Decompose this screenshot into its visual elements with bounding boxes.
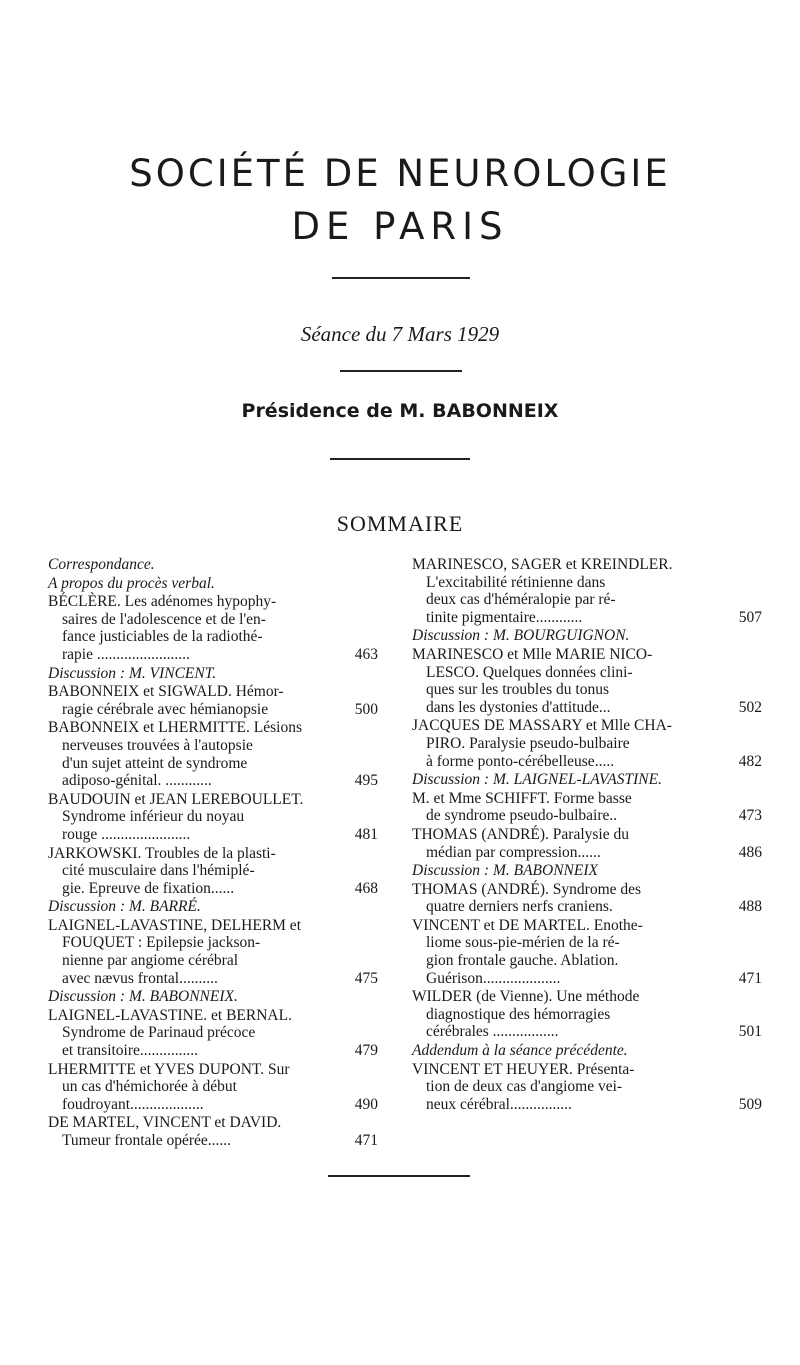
sommaire-entry <box>48 791 378 844</box>
entry-line: WILDER (de Vienne). Une méthode <box>412 988 640 1006</box>
entry-line: Discussion : M. BOURGUIGNON. <box>412 627 630 645</box>
entry-text <box>412 826 762 861</box>
sommaire-entry <box>412 988 762 1041</box>
entry-line: Discussion : M. LAIGNEL-LAVASTINE. <box>412 771 662 789</box>
sommaire-entry <box>412 826 762 861</box>
entry-line: liome sous-pie-mérien de la ré- <box>426 934 620 952</box>
entry-text <box>412 790 762 825</box>
sommaire-entry <box>412 917 762 987</box>
entry-line: nienne par angiome cérébral <box>62 952 239 970</box>
entry-line: cité musculaire dans l'hémiplé- <box>62 862 255 880</box>
sommaire-entry <box>412 627 762 645</box>
page-number: 495 <box>354 772 378 790</box>
entry-line: Discussion : M. VINCENT. <box>48 664 217 682</box>
society-title-line1: SOCIÉTÉ DE NEUROLOGIE <box>129 152 671 195</box>
sommaire-entry <box>48 845 378 898</box>
entry-line: BABONNEIX et LHERMITTE. Lésions <box>48 719 302 737</box>
society-title-line2: DE PARIS <box>291 205 509 248</box>
sommaire-entry <box>412 862 762 880</box>
entry-text <box>48 556 378 574</box>
entry-line: ragie cérébrale avec hémianopsie <box>62 700 269 718</box>
entry-text <box>48 1114 378 1149</box>
entry-text <box>412 917 762 987</box>
entry-text <box>48 665 378 683</box>
page-number: 482 <box>738 752 762 770</box>
entry-line: nerveuses trouvées à l'autopsie <box>62 736 253 754</box>
entry-line: BAUDOUIN et JEAN LEREBOULLET. <box>48 790 304 808</box>
page-number: 502 <box>738 698 762 716</box>
entry-line: adiposo-génital. ............ <box>62 772 212 790</box>
sommaire-entry <box>48 593 378 663</box>
page-number: 500 <box>354 700 378 718</box>
entry-text <box>48 719 378 789</box>
page-number: 486 <box>738 843 762 861</box>
sommaire-entry <box>412 717 762 770</box>
entry-line: Correspondance. <box>48 556 155 573</box>
entry-text <box>48 845 378 898</box>
page-number: 473 <box>738 807 762 825</box>
entry-line: avec nævus frontal.......... <box>62 969 218 987</box>
entry-line: d'un sujet atteint de syndrome <box>62 754 248 772</box>
entry-line: dans les dystonies d'attitude... <box>426 698 611 716</box>
entry-text <box>48 683 378 718</box>
entry-line: A propos du procès verbal. <box>48 574 215 592</box>
entry-line: ques sur les troubles du tonus <box>426 681 609 699</box>
entry-line: Addendum à la séance précédente. <box>412 1042 628 1060</box>
entry-text <box>48 575 378 593</box>
sommaire-entry <box>48 665 378 683</box>
entry-line: BABONNEIX et SIGWALD. Hémor- <box>48 683 284 701</box>
entry-line: quatre derniers nerfs craniens. <box>426 898 613 916</box>
sommaire-entry <box>48 575 378 593</box>
entry-line: THOMAS (ANDRÉ). Paralysie du <box>412 825 629 843</box>
sommaire-left-column <box>48 556 378 1151</box>
page-number: 481 <box>354 825 378 843</box>
divider-rule <box>340 370 462 372</box>
entry-line: Syndrome inférieur du noyau <box>62 808 245 826</box>
entry-line: à forme ponto-cérébelleuse..... <box>426 752 615 770</box>
sommaire-entry <box>48 719 378 789</box>
entry-line: tinite pigmentaire............ <box>426 608 583 626</box>
sommaire-entry <box>48 1114 378 1149</box>
entry-line: foudroyant................... <box>62 1095 204 1113</box>
sommaire-entry <box>412 556 762 626</box>
entry-text <box>412 1042 762 1060</box>
entry-line: neux cérébral................ <box>426 1095 572 1113</box>
entry-line: LESCO. Quelques données clini- <box>426 663 633 681</box>
entry-line: Tumeur frontale opérée...... <box>62 1132 232 1149</box>
sommaire-entry <box>412 771 762 789</box>
entry-text <box>412 717 762 770</box>
divider-rule <box>330 458 470 460</box>
entry-text <box>48 1007 378 1060</box>
entry-line: Discussion : M. BARRÉ. <box>48 898 201 916</box>
page-number: 471 <box>354 1132 378 1149</box>
page-number: 468 <box>354 879 378 897</box>
entry-text <box>412 988 762 1041</box>
entry-text <box>412 1061 762 1114</box>
sommaire-entry <box>48 1061 378 1114</box>
entry-text <box>48 1061 378 1114</box>
sommaire-entry <box>48 988 378 1006</box>
seance-date: Séance du 7 Mars 1929 <box>300 322 500 346</box>
sommaire-right-column <box>412 556 762 1114</box>
page-number: 479 <box>354 1042 378 1060</box>
entry-line: un cas d'hémichorée à début <box>62 1078 237 1096</box>
entry-line: M. et Mme SCHIFFT. Forme basse <box>412 789 632 807</box>
entry-line: rapie ........................ <box>62 645 190 663</box>
page-number: 471 <box>738 969 762 987</box>
entry-text <box>412 881 762 916</box>
sommaire-entry <box>412 790 762 825</box>
divider-rule <box>332 277 470 279</box>
entry-line: médian par compression...... <box>426 843 601 861</box>
entry-text <box>48 917 378 987</box>
entry-line: PIRO. Paralysie pseudo-bulbaire <box>426 734 630 752</box>
entry-line: LHERMITTE et YVES DUPONT. Sur <box>48 1060 290 1078</box>
page-number: 507 <box>738 608 762 626</box>
sommaire-entry <box>412 1042 762 1060</box>
bottom-rule <box>328 1175 470 1177</box>
entry-line: LAIGNEL-LAVASTINE. et BERNAL. <box>48 1006 292 1024</box>
sommaire-entry <box>412 1061 762 1114</box>
entry-line: DE MARTEL, VINCENT et DAVID. <box>48 1114 282 1132</box>
sommaire-entry <box>48 556 378 574</box>
entry-line: rouge ....................... <box>62 825 191 843</box>
entry-text <box>48 593 378 663</box>
entry-text <box>412 627 762 645</box>
entry-line: et transitoire............... <box>62 1042 199 1060</box>
sommaire-entry <box>412 646 762 716</box>
sommaire-entry <box>48 683 378 718</box>
sommaire-title: SOMMAIRE <box>336 511 464 536</box>
entry-line: Guérison.................... <box>426 969 561 987</box>
entry-text <box>412 771 762 789</box>
entry-line: JARKOWSKI. Troubles de la plasti- <box>48 844 276 862</box>
sommaire-entry <box>48 917 378 987</box>
entry-line: L'excitabilité rétinienne dans <box>426 573 606 591</box>
entry-line: VINCENT ET HEUYER. Présenta- <box>412 1060 635 1078</box>
entry-line: JACQUES DE MASSARY et Mlle CHA- <box>412 717 672 735</box>
entry-text <box>412 862 762 880</box>
sommaire-entry <box>48 1007 378 1060</box>
entry-line: FOUQUET : Epilepsie jackson- <box>62 934 261 952</box>
entry-line: THOMAS (ANDRÉ). Syndrome des <box>412 880 642 898</box>
page-number: 501 <box>738 1023 762 1041</box>
entry-line: Syndrome de Parinaud précoce <box>62 1024 256 1042</box>
entry-line: Discussion : M. BABONNEIX. <box>48 988 238 1006</box>
entry-text <box>48 988 378 1006</box>
entry-line: deux cas d'héméralopie par ré- <box>426 591 616 609</box>
entry-line: Discussion : M. BABONNEIX <box>412 862 598 880</box>
entry-text <box>412 556 762 626</box>
entry-line: BÉCLÈRE. Les adénomes hypophy- <box>48 593 277 611</box>
sommaire-entry <box>48 898 378 916</box>
entry-text <box>48 791 378 844</box>
page-number: 509 <box>738 1095 762 1113</box>
entry-line: VINCENT et DE MARTEL. Enothe- <box>412 916 643 934</box>
entry-line: saires de l'adolescence et de l'en- <box>62 610 266 628</box>
entry-line: tion de deux cas d'angiome vei- <box>426 1078 623 1096</box>
entry-line: gion frontale gauche. Ablation. <box>426 952 619 970</box>
page-number: 463 <box>354 645 378 663</box>
page-number: 488 <box>738 898 762 916</box>
entry-line: diagnostique des hémorragies <box>426 1005 611 1023</box>
page-number: 475 <box>354 969 378 987</box>
entry-line: MARINESCO et Mlle MARIE NICO- <box>412 645 653 663</box>
entry-line: cérébrales ................. <box>426 1023 559 1041</box>
sommaire-entry <box>412 881 762 916</box>
entry-line: fance justiciables de la radiothé- <box>62 628 263 646</box>
entry-line: de syndrome pseudo-bulbaire.. <box>426 807 618 825</box>
entry-text <box>48 898 378 916</box>
entry-line: gie. Epreuve de fixation...... <box>62 879 235 897</box>
entry-line: LAIGNEL-LAVASTINE, DELHERM et <box>48 916 301 934</box>
page-number: 490 <box>354 1095 378 1113</box>
entry-line: MARINESCO, SAGER et KREINDLER. <box>412 556 673 573</box>
presidence: Présidence de M. BABONNEIX <box>241 400 559 422</box>
entry-text <box>412 646 762 716</box>
